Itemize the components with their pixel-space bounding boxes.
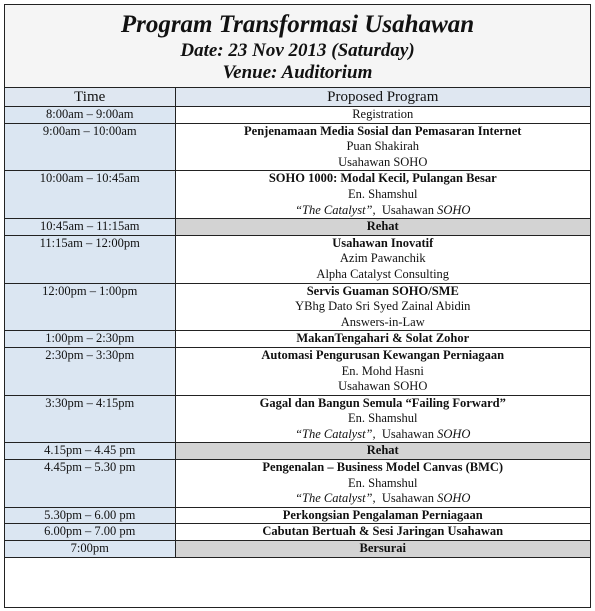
session-organization	[180, 203, 587, 219]
column-header-program: Proposed Program	[175, 88, 590, 107]
session-title: Servis Guaman SOHO/SME	[306, 283, 459, 298]
time-cell: 2:30pm – 3:30pm	[5, 347, 175, 395]
org-part: SOHO	[437, 491, 471, 506]
session-organization	[180, 155, 587, 171]
table-row	[5, 443, 590, 460]
session-speaker: En. Shamshul	[348, 186, 418, 201]
table-row	[5, 460, 590, 508]
program-cell: Cabutan Bertuah & Sesi Jaringan Usahawan	[175, 524, 590, 541]
session-title: SOHO 1000: Modal Kecil, Pulangan Besar	[268, 171, 497, 186]
org-part: Usahawan	[375, 426, 438, 441]
session-organization	[180, 315, 587, 331]
time-cell: 10:45am – 11:15am	[5, 219, 175, 236]
program-cell	[175, 171, 590, 219]
table-row	[5, 123, 590, 171]
program-cell: Perkongsian Pengalaman Perniagaan	[175, 507, 590, 524]
time-cell: 10:00am – 10:45am	[5, 171, 175, 219]
program-cell: MakanTengahari & Solat Zohor	[175, 331, 590, 348]
org-part: Answers-in-Law	[340, 314, 425, 329]
program-cell	[175, 395, 590, 443]
org-part: Usahawan SOHO	[338, 379, 428, 394]
event-venue: Venue: Auditorium	[222, 62, 373, 83]
session-speaker: Puan Shakirah	[346, 139, 420, 154]
table-row	[5, 219, 590, 236]
time-cell: 9:00am – 10:00am	[5, 123, 175, 171]
org-part: Usahawan SOHO	[338, 154, 428, 169]
table-row	[5, 541, 590, 558]
table-row	[5, 283, 590, 331]
org-part: Alpha Catalyst Consulting	[316, 266, 450, 281]
program-cell	[175, 235, 590, 283]
session-organization	[180, 379, 587, 395]
org-part: SOHO	[437, 202, 471, 217]
agenda-document	[4, 4, 591, 608]
time-cell: 3:30pm – 4:15pm	[5, 395, 175, 443]
table-row	[5, 395, 590, 443]
program-cell	[175, 123, 590, 171]
table-row	[5, 171, 590, 219]
program-cell	[175, 347, 590, 395]
org-part: Usahawan	[375, 202, 438, 217]
break-cell: Rehat	[175, 219, 590, 236]
column-header-time: Time	[5, 88, 175, 107]
break-cell: Bersurai	[175, 541, 590, 558]
org-part: “The Catalyst”,	[295, 202, 376, 217]
table-row	[5, 107, 590, 124]
session-organization	[180, 491, 587, 507]
session-speaker: YBhg Dato Sri Syed Zainal Abidin	[295, 299, 471, 314]
program-cell: Registration	[175, 107, 590, 124]
table-row	[5, 524, 590, 541]
agenda-header	[5, 5, 590, 88]
time-cell: 7:00pm	[5, 541, 175, 558]
session-speaker: Azim Pawanchik	[339, 251, 426, 266]
event-date: Date: 23 Nov 2013 (Saturday)	[180, 40, 415, 61]
time-cell: 6.00pm – 7.00 pm	[5, 524, 175, 541]
time-cell: 11:15am – 12:00pm	[5, 235, 175, 283]
break-cell: Rehat	[175, 443, 590, 460]
session-title: Usahawan Inovatif	[332, 235, 434, 250]
time-cell: 5.30pm – 6.00 pm	[5, 507, 175, 524]
table-header-row	[5, 88, 590, 107]
program-cell	[175, 283, 590, 331]
org-part: “The Catalyst”,	[295, 426, 376, 441]
table-row	[5, 235, 590, 283]
org-part: SOHO	[437, 426, 471, 441]
time-cell: 8:00am – 9:00am	[5, 107, 175, 124]
time-cell: 1:00pm – 2:30pm	[5, 331, 175, 348]
session-speaker: En. Shamshul	[348, 475, 418, 490]
page-title: Program Transformasi Usahawan	[120, 11, 475, 38]
org-part: “The Catalyst”,	[295, 491, 376, 506]
agenda-table	[5, 88, 590, 558]
session-speaker: En. Mohd Hasni	[341, 363, 424, 378]
time-cell: 4.45pm – 5.30 pm	[5, 460, 175, 508]
table-row	[5, 347, 590, 395]
session-title: Gagal dan Bangun Semula “Failing Forward”	[259, 395, 506, 410]
session-speaker: En. Shamshul	[348, 411, 418, 426]
time-cell: 12:00pm – 1:00pm	[5, 283, 175, 331]
table-row	[5, 507, 590, 524]
session-organization	[180, 427, 587, 443]
session-title: Penjenamaan Media Sosial dan Pemasaran Internet	[244, 123, 522, 138]
program-cell	[175, 460, 590, 508]
table-row	[5, 331, 590, 348]
time-cell: 4.15pm – 4.45 pm	[5, 443, 175, 460]
org-part: Usahawan	[375, 491, 438, 506]
session-organization	[180, 267, 587, 283]
session-title: Automasi Pengurusan Kewangan Perniagaan	[261, 347, 505, 362]
session-title: Pengenalan – Business Model Canvas (BMC)	[262, 460, 504, 475]
